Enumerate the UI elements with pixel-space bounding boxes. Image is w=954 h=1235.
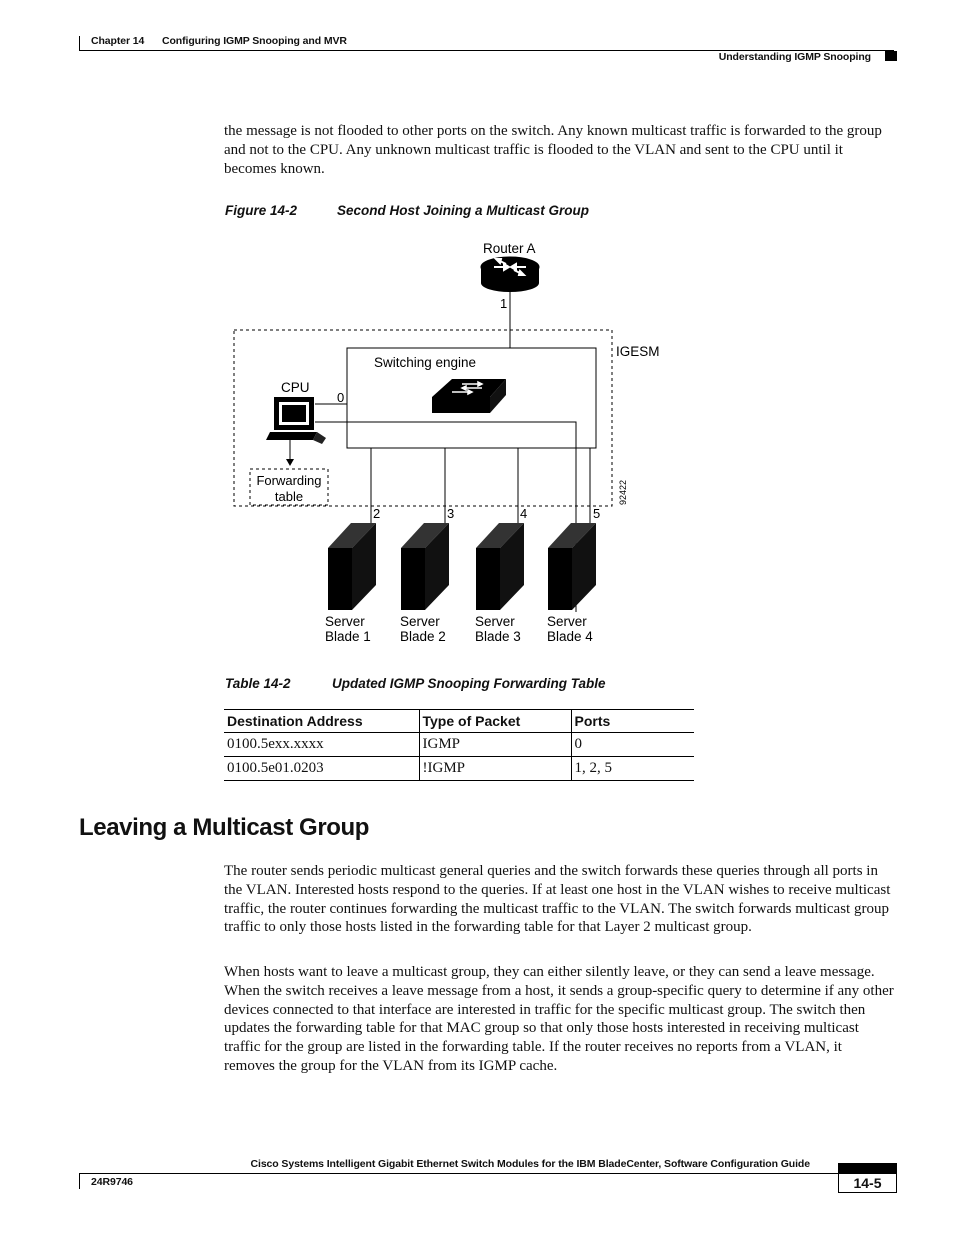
figure-number: Figure 14-2 xyxy=(225,203,298,218)
igesm-label: IGESM xyxy=(616,344,660,359)
figure-id: 92422 xyxy=(618,479,628,505)
server-3-label-2: Blade 3 xyxy=(475,629,521,644)
footer-page-number: 14-5 xyxy=(838,1174,897,1193)
footer-left-rule xyxy=(79,1173,80,1189)
table-header-row xyxy=(224,710,694,733)
table-row xyxy=(224,733,694,757)
port-label-5: 5 xyxy=(593,506,601,521)
footer-doc-number: 24R9746 xyxy=(91,1176,133,1188)
forwarding-table-label-2: table xyxy=(274,489,304,504)
server-1-label-2: Blade 1 xyxy=(325,629,371,644)
router-port-label: 1 xyxy=(500,296,508,311)
column-header: Destination Address xyxy=(224,710,419,733)
footer-rule xyxy=(79,1173,897,1174)
section-heading: Leaving a Multicast Group xyxy=(79,814,370,841)
paragraph-1: The router sends periodic multicast general queries and the switch forwards these queries through all ports in the VLAN. Interested hosts respond to the queries. If at least one host in the VLAN wishes to receive multicast traffic, the router continues forwarding the multicast traffic to the VLAN. The switch forwards multicast group traffic to only those hosts listed in the forwarding table for that Layer 2 multicast group. xyxy=(224,863,891,936)
table-cell: IGMP xyxy=(419,733,571,757)
cpu-to-table-arrowhead xyxy=(286,459,294,466)
forwarding-table xyxy=(224,709,694,781)
server-blade-2-icon xyxy=(401,523,449,610)
table-cell: !IGMP xyxy=(419,757,571,781)
intro-paragraph: the message is not flooded to other ports on the switch. Any known multicast traffic is forwarded to the group and not to the CPU. Any unknown multicast traffic is flooded to the VLAN and sent to the CPU until it becomes known. xyxy=(224,123,882,177)
cpu-port-label: 0 xyxy=(337,390,345,405)
server-2-label-1: Server xyxy=(400,614,440,629)
column-header: Ports xyxy=(571,710,694,733)
server-4-label-1: Server xyxy=(547,614,587,629)
server-2-label-2: Blade 2 xyxy=(400,629,446,644)
router-icon xyxy=(481,257,539,292)
table-cell: 0100.5exx.xxxx xyxy=(224,733,419,757)
table-cell: 1, 2, 5 xyxy=(571,757,694,781)
server-blade-3-icon xyxy=(476,523,524,610)
paragraph-2: When hosts want to leave a multicast group, they can either silently leave, or they can send a leave message. When the switch receives a leave message from a host, it sends a group-specific query to determine if any other devices connected to that interface are interested in traffic for the specific multicast group. The switch then updates the forwarding table for that MAC group so that only those hosts interested in receiving multicast traffic for the group are listed in the forwarding table. If the router receives no reports from a VLAN, it removes the group for the VLAN from its IGMP cache. xyxy=(224,964,894,1074)
switching-engine-label: Switching engine xyxy=(374,355,477,370)
cpu-label: CPU xyxy=(281,380,310,395)
server-3-label-1: Server xyxy=(475,614,515,629)
router-label: Router A xyxy=(483,241,536,256)
header-chapter-title: Configuring IGMP Snooping and MVR xyxy=(162,35,347,47)
header-section: Understanding IGMP Snooping xyxy=(718,51,871,63)
server-1-label-1: Server xyxy=(325,614,365,629)
table-cell: 0 xyxy=(571,733,694,757)
forwarding-table-label-1: Forwarding xyxy=(256,473,322,488)
server-blade-1-icon xyxy=(328,523,376,610)
figure-title: Second Host Joining a Multicast Group xyxy=(337,203,590,218)
switch-icon xyxy=(432,379,506,413)
port-label-2: 2 xyxy=(373,506,381,521)
table-title: Updated IGMP Snooping Forwarding Table xyxy=(332,676,606,691)
server-blade-4-icon xyxy=(548,523,596,610)
table-cell: 0100.5e01.0203 xyxy=(224,757,419,781)
column-header: Type of Packet xyxy=(419,710,571,733)
table-row xyxy=(224,757,694,781)
port-label-4: 4 xyxy=(520,506,528,521)
header-chapter: Chapter 14 xyxy=(91,35,145,47)
footer-book-title: Cisco Systems Intelligent Gigabit Ethernet Switch Modules for the IBM BladeCenter, Software Configuration Guide xyxy=(250,1158,810,1170)
server-4-label-2: Blade 4 xyxy=(547,629,593,644)
port-label-3: 3 xyxy=(447,506,455,521)
table-number: Table 14-2 xyxy=(225,676,291,691)
